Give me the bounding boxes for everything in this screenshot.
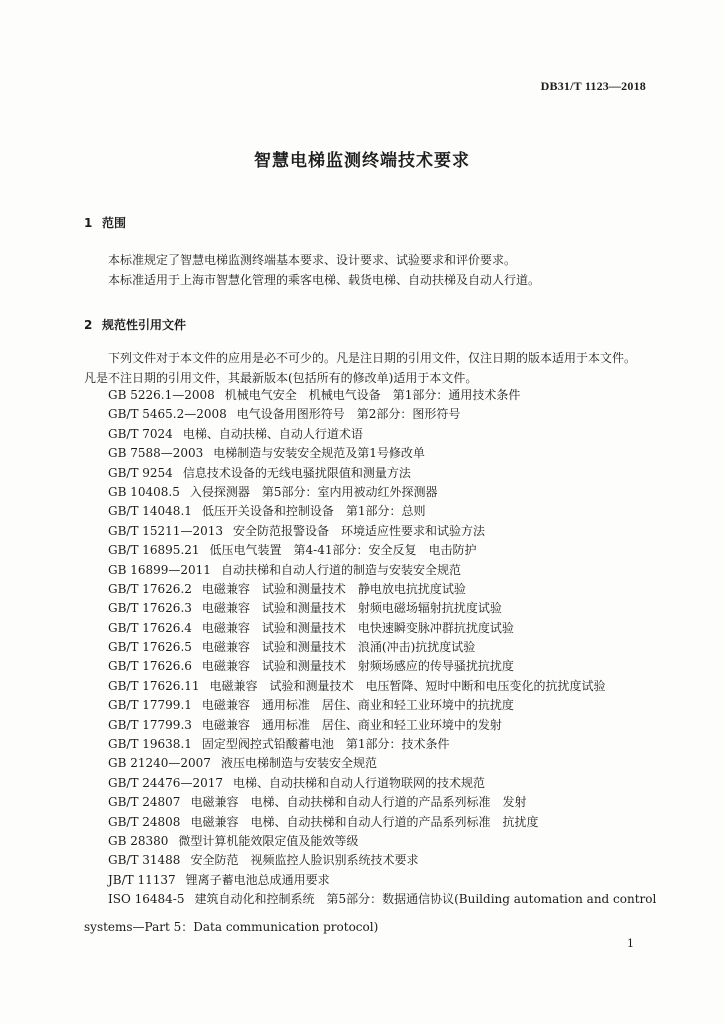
reference-item xyxy=(108,735,648,754)
reference-title: 电磁兼容 电梯、自动扶梯和自动人行道的产品系列标准 抗扰度 xyxy=(190,814,539,829)
reference-item xyxy=(108,386,648,405)
section-heading-1 xyxy=(84,214,126,231)
reference-title: 锂离子蓄电池总成通用要求 xyxy=(185,872,330,887)
reference-code: GB/T 17799.3 xyxy=(108,717,192,732)
reference-code: GB 21240—2007 xyxy=(108,756,211,771)
reference-code: GB 10408.5 xyxy=(108,484,180,499)
reference-code: GB/T 17626.2 xyxy=(108,581,192,596)
reference-code: GB/T 19638.1 xyxy=(108,737,192,752)
reference-item xyxy=(108,851,648,870)
reference-title: 入侵探测器 第5部分：室内用被动红外探测器 xyxy=(189,484,438,499)
reference-title: 电磁兼容 通用标准 居住、商业和轻工业环境中的抗扰度 xyxy=(201,698,514,713)
reference-code: GB/T 16895.21 xyxy=(108,543,200,558)
reference-title: 电磁兼容 电梯、自动扶梯和自动人行道的产品系列标准 发射 xyxy=(190,795,527,810)
reference-title: 电气设备用图形符号 第2部分：图形符号 xyxy=(236,407,461,422)
reference-item xyxy=(108,754,648,773)
section-title: 规范性引用文件 xyxy=(102,318,187,332)
reference-code: GB 28380 xyxy=(108,833,169,848)
scope-paragraph-2: 本标准适用于上海市智慧化管理的乘客电梯、载货电梯、自动扶梯及自动人行道。 xyxy=(108,273,541,287)
document-code: DB31/T 1123—2018 xyxy=(540,79,646,93)
reference-item xyxy=(108,638,648,657)
reference-item xyxy=(108,580,648,599)
reference-code: GB 5226.1—2008 xyxy=(108,388,215,402)
reference-item xyxy=(108,483,648,502)
reference-code: GB/T 14048.1 xyxy=(108,504,192,519)
reference-item xyxy=(108,522,648,541)
reference-code: GB/T 9254 xyxy=(108,465,173,480)
reference-item xyxy=(108,832,648,851)
page-number: 1 xyxy=(627,937,634,950)
reference-item xyxy=(108,561,648,580)
reference-code: GB/T 17626.3 xyxy=(108,601,192,616)
reference-code: GB 7588—2003 xyxy=(108,446,204,461)
reference-item xyxy=(108,677,648,696)
reference-title: 安全防范报警设备 环境适应性要求和试验方法 xyxy=(232,523,485,538)
reference-item xyxy=(108,871,648,890)
reference-list xyxy=(108,386,657,910)
reference-code: GB/T 31488 xyxy=(108,853,181,868)
reference-code: GB/T 24807 xyxy=(108,795,181,810)
reference-item xyxy=(108,774,648,793)
reference-title: 电磁兼容 试验和测量技术 电压暂降、短时中断和电压变化的抗扰度试验 xyxy=(209,678,606,693)
reference-title: 电梯制造与安装安全规范及第1号修改单 xyxy=(213,446,425,461)
reference-code: GB/T 7024 xyxy=(108,426,173,441)
references-intro: 下列文件对于本文件的应用是必不可少的。凡是注日期的引用文件，仅注日期的版本适用于本文件。凡是不注日期的引用文件，其最新版本(包括所有的修改单)适用于本文件。 xyxy=(84,351,637,385)
section-number: 2 xyxy=(84,318,93,332)
reference-item xyxy=(108,599,648,618)
reference-item xyxy=(108,425,648,444)
section-title: 范围 xyxy=(102,216,127,230)
reference-title: 信息技术设备的无线电骚扰限值和测量方法 xyxy=(182,465,411,480)
reference-title: 电磁兼容 试验和测量技术 射频场感应的传导骚扰抗扰度 xyxy=(201,659,514,674)
scope-paragraph-1: 本标准规定了智慧电梯监测终端基本要求、设计要求、试验要求和评价要求。 xyxy=(108,253,517,267)
reference-code: ISO 16484-5 xyxy=(108,892,185,907)
reference-title: 电梯、自动扶梯和自动人行道物联网的技术规范 xyxy=(232,775,485,790)
reference-item xyxy=(108,657,648,676)
section-number: 1 xyxy=(84,216,93,230)
reference-title: 自动扶梯和自动人行道的制造与安装安全规范 xyxy=(220,562,461,577)
reference-item xyxy=(108,464,648,483)
reference-item xyxy=(108,793,648,812)
reference-code: GB/T 24808 xyxy=(108,814,181,829)
reference-continuation: systems—Part 5：Data communication protocol) xyxy=(84,920,379,934)
reference-title: 建筑自动化和控制系统 第5部分：数据通信协议(Building automation and control xyxy=(194,892,657,907)
reference-item xyxy=(108,696,648,715)
reference-item xyxy=(108,890,657,909)
reference-item xyxy=(108,502,648,521)
reference-code: GB/T 15211—2013 xyxy=(108,523,223,538)
reference-title: 机械电气安全 机械电气设备 第1部分：通用技术条件 xyxy=(224,388,521,402)
reference-title: 微型计算机能效限定值及能效等级 xyxy=(178,833,359,848)
reference-item xyxy=(108,541,648,560)
reference-code: GB/T 5465.2—2008 xyxy=(108,407,227,422)
reference-code: GB/T 17626.11 xyxy=(108,678,200,693)
reference-title: 电磁兼容 通用标准 居住、商业和轻工业环境中的发射 xyxy=(201,717,502,732)
reference-title: 安全防范 视频监控人脸识别系统技术要求 xyxy=(190,853,419,868)
reference-item xyxy=(108,716,648,735)
reference-title: 电磁兼容 试验和测量技术 静电放电抗扰度试验 xyxy=(201,581,466,596)
reference-item xyxy=(108,813,648,832)
reference-title: 低压开关设备和控制设备 第1部分：总则 xyxy=(201,504,426,519)
reference-code: JB/T 11137 xyxy=(108,872,176,887)
page-title: 智慧电梯监测终端技术要求 xyxy=(254,151,470,171)
reference-code: GB/T 17626.6 xyxy=(108,659,192,674)
reference-title: 液压电梯制造与安装安全规范 xyxy=(220,756,377,771)
reference-item xyxy=(108,405,648,424)
reference-code: GB/T 17799.1 xyxy=(108,698,192,713)
reference-code: GB/T 24476—2017 xyxy=(108,775,223,790)
reference-title: 电磁兼容 试验和测量技术 电快速瞬变脉冲群抗扰度试验 xyxy=(201,620,514,635)
reference-title: 电磁兼容 试验和测量技术 射频电磁场辐射抗扰度试验 xyxy=(201,601,502,616)
reference-title: 低压电气装置 第4-41部分：安全反复 电击防护 xyxy=(209,543,477,558)
section-heading-2 xyxy=(84,316,186,333)
reference-title: 电磁兼容 试验和测量技术 浪涌(冲击)抗扰度试验 xyxy=(201,640,476,655)
reference-item xyxy=(108,444,648,463)
reference-code: GB/T 17626.5 xyxy=(108,640,192,655)
reference-code: GB/T 17626.4 xyxy=(108,620,192,635)
reference-title: 电梯、自动扶梯、自动人行道术语 xyxy=(182,426,363,441)
reference-title: 固定型阀控式铅酸蓄电池 第1部分：技术条件 xyxy=(201,737,450,752)
reference-code: GB 16899—2011 xyxy=(108,562,211,577)
reference-item xyxy=(108,619,648,638)
